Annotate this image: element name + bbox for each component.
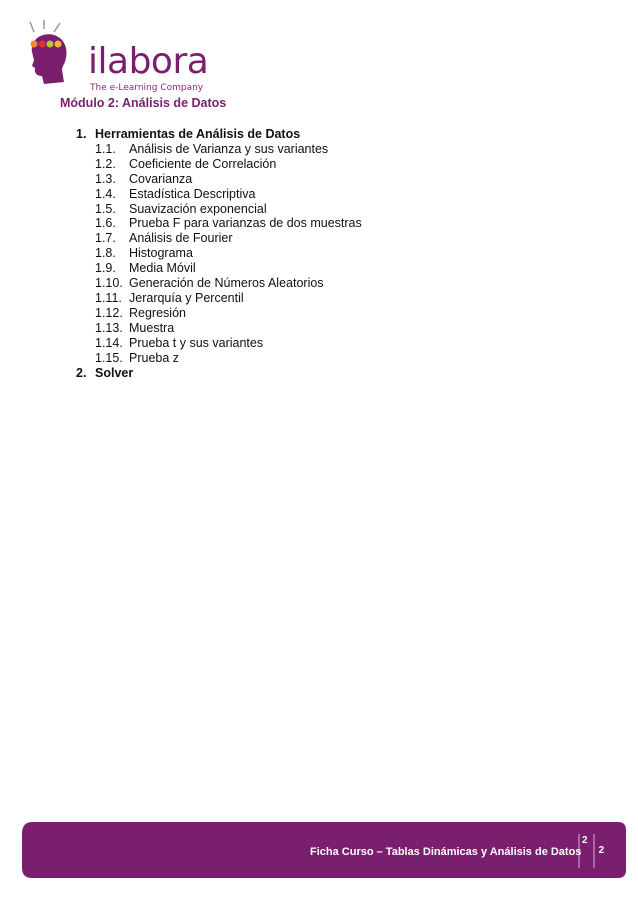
item-number: 1.1. — [95, 141, 116, 156]
list-item — [76, 157, 362, 172]
item-label: Histograma — [129, 246, 193, 261]
item-label: Prueba t y sus variantes — [129, 335, 264, 350]
item-label: Media Móvil — [129, 261, 196, 276]
table-of-contents — [76, 127, 362, 380]
item-label: Coeficiente de Correlación — [129, 156, 277, 171]
toc-section — [76, 127, 362, 142]
ilabora-logo — [22, 20, 209, 93]
list-item — [76, 216, 362, 231]
list-item — [76, 261, 362, 276]
list-item — [76, 306, 362, 321]
list-item — [76, 246, 362, 261]
list-item — [76, 291, 362, 306]
page-number — [582, 835, 605, 856]
item-label: Covarianza — [129, 171, 193, 186]
item-number: 1.2. — [95, 156, 116, 171]
item-label: Generación de Números Aleatorios — [129, 276, 324, 291]
item-label: Estadística Descriptiva — [129, 186, 256, 201]
logo-wordmark: ilabora — [88, 41, 209, 82]
footer-text: Ficha Curso – Tablas Dinámicas y Análisis de Datos — [310, 846, 582, 858]
list-item — [76, 202, 362, 217]
item-label: Jerarquía y Percentil — [129, 290, 244, 305]
list-item — [76, 336, 362, 351]
list-item — [76, 276, 362, 291]
item-number: 1.8. — [95, 246, 116, 261]
item-number: 1.10. — [95, 276, 123, 291]
item-label: Prueba z — [129, 350, 180, 365]
list-item — [76, 321, 362, 336]
section-title: Solver — [95, 365, 134, 380]
item-label: Prueba F para varianzas de dos muestras — [129, 216, 362, 231]
list-item — [76, 172, 362, 187]
list-item — [76, 187, 362, 202]
list-item — [76, 142, 362, 157]
item-label: Análisis de Fourier — [129, 231, 233, 246]
page-number-small: 2 — [582, 835, 588, 846]
module-title: Módulo 2: Análisis de Datos — [60, 96, 227, 110]
item-number: 1.9. — [95, 261, 116, 276]
section-title: Herramientas de Análisis de Datos — [95, 127, 301, 141]
toc-section — [76, 366, 362, 381]
item-number: 1.12. — [95, 305, 123, 320]
item-label: Muestra — [129, 320, 175, 335]
item-number: 1.7. — [95, 231, 116, 246]
item-label: Suavización exponencial — [129, 201, 267, 216]
logo-tagline: The e-Learning Company — [90, 83, 204, 93]
list-item — [76, 231, 362, 246]
list-item — [76, 351, 362, 366]
item-number: 1.5. — [95, 201, 116, 216]
item-number: 1.6. — [95, 216, 116, 231]
item-label: Análisis de Varianza y sus variantes — [129, 141, 329, 156]
item-number: 1.15. — [95, 350, 123, 365]
item-number: 1.3. — [95, 171, 116, 186]
section-number: 2. — [76, 365, 87, 380]
item-number: 1.11. — [95, 290, 122, 305]
page-number-main: 2 — [598, 845, 605, 856]
item-number: 1.13. — [95, 320, 123, 335]
head-with-light-bulbs-icon — [22, 20, 82, 90]
item-number: 1.4. — [95, 186, 116, 201]
item-label: Regresión — [129, 305, 186, 320]
section-number: 1. — [76, 127, 87, 141]
item-number: 1.14. — [95, 335, 123, 350]
